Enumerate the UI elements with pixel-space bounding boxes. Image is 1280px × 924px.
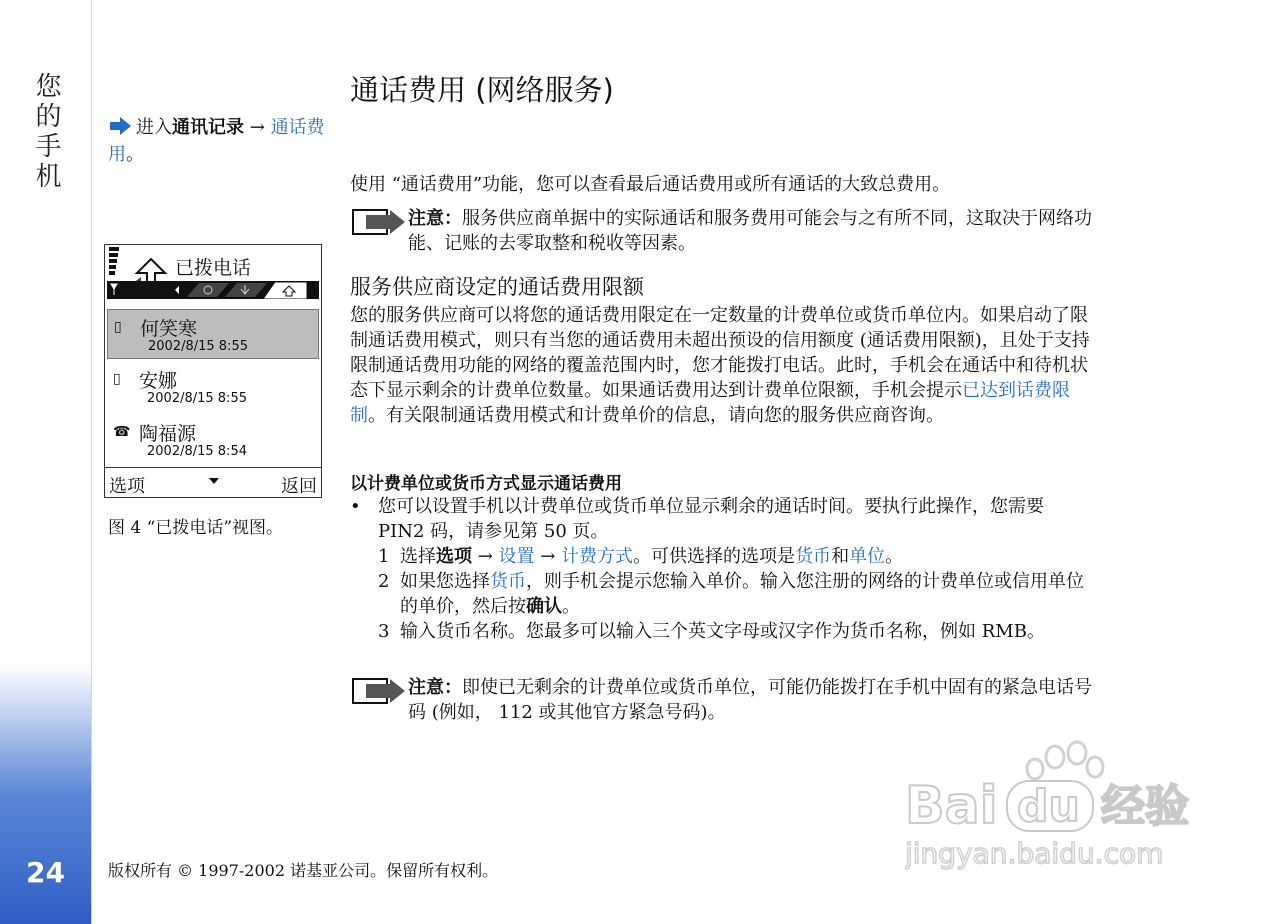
step-2 — [378, 569, 1098, 619]
phone-screen — [104, 244, 322, 498]
link-credit-limit-reached[interactable]: 已达到话费限制 — [350, 380, 1070, 426]
note-1-label: 注意： — [408, 208, 462, 229]
entry-name: 安娜 — [139, 370, 178, 392]
bullet-dot: • — [350, 496, 361, 517]
tab-icons — [107, 281, 319, 299]
navigation-hint — [108, 114, 328, 168]
note-icon — [352, 207, 406, 237]
phone-tab-bar[interactable] — [107, 281, 319, 299]
menu-confirm: 确认 — [526, 596, 562, 617]
scroll-down-indicator-icon — [209, 478, 219, 484]
step-text: 。 — [885, 546, 904, 567]
softkey-options[interactable]: 选项 — [109, 476, 145, 497]
section-text-after: 。有关限制通话费用模式和计费单价的信息，请向您的服务供应商咨询。 — [368, 405, 944, 426]
link-units[interactable]: 单位 — [849, 546, 886, 567]
section-heading: 服务供应商设定的通话费用限额 — [350, 275, 644, 299]
vertical-chapter-title: 您的手机 — [31, 72, 61, 192]
softkey-bar — [105, 467, 321, 498]
note-icon — [352, 676, 406, 706]
intro-paragraph: 使用 “通话费用”功能，您可以查看最后通话费用或所有通话的大致总费用。 — [350, 174, 951, 195]
figure-caption: 图 4 “已拨电话”视图。 — [108, 518, 284, 538]
arrow-text: → — [534, 546, 562, 567]
svg-text:jingyan.baidu.com: jingyan.baidu.com — [905, 837, 1164, 870]
note-1 — [352, 206, 1097, 256]
svg-text:Bai: Bai — [905, 776, 998, 836]
note-2-text: 即使已无剩余的计费单位或货币单位，可能仍能拨打在手机中固有的紧急电话号码 (例如， 112 或其他官方紧急号码)。 — [408, 677, 1092, 723]
step-1 — [378, 544, 1098, 569]
svg-text:du: du — [1017, 781, 1080, 832]
steps-list — [378, 544, 1098, 644]
bullet-text: 您可以设置手机以计费单位或货币单位显示剩余的通话时间。要执行此操作，您需要 PIN2 码，请参见第 50 页。 — [378, 496, 1044, 542]
step-text: 。 — [562, 596, 580, 617]
page-number: 24 — [26, 856, 65, 889]
dialed-call-entry[interactable] — [107, 415, 319, 465]
entry-datetime: 2002/8/15 8:55 — [148, 339, 248, 354]
entry-name: 何笑寒 — [140, 318, 198, 340]
telephone-icon: ☎ — [113, 424, 131, 440]
step-text: 如果您选择 — [400, 571, 490, 592]
menu-options: 选项 — [436, 546, 472, 567]
section-paragraph — [350, 303, 1095, 428]
softkey-back[interactable]: 返回 — [281, 476, 317, 497]
step-number: 3 — [378, 621, 390, 642]
phone-screen-title: 已拨电话 — [175, 257, 252, 279]
page-title: 通话费用 (网络服务) — [350, 73, 614, 107]
hint-prefix: 进入 — [136, 117, 172, 138]
step-text: ，则手机会提示您输入单价。输入您注册的网络的计费单位或信用单位的单价，然后按 — [400, 571, 1084, 617]
entry-datetime: 2002/8/15 8:55 — [147, 391, 247, 406]
svg-text:经验: 经验 — [1101, 781, 1189, 832]
arrow-right-icon — [108, 116, 132, 136]
copyright-footer: 版权所有 © 1997-2002 诺基亚公司。保留所有权利。 — [108, 861, 499, 880]
hint-menu: 通讯记录 — [172, 117, 244, 138]
note-2-label: 注意： — [408, 677, 462, 698]
step-text: 输入货币名称。您最多可以输入三个英文字母或汉字作为货币名称，例如 RMB。 — [400, 621, 1045, 642]
dialed-call-entry[interactable] — [107, 309, 319, 359]
arrow-text: → — [472, 546, 499, 567]
step-number: 1 — [378, 546, 390, 567]
link-currency[interactable]: 货币 — [490, 571, 526, 592]
step-text: 和 — [831, 546, 850, 567]
baidu-jingyan-watermark-logo — [905, 735, 1205, 875]
link-currency[interactable]: 货币 — [795, 546, 832, 567]
dialed-call-entry[interactable] — [107, 362, 319, 412]
bullet-item — [350, 494, 1095, 544]
step-text: 。可供选择的选项是 — [633, 546, 796, 567]
step-text: 选择 — [400, 546, 436, 567]
mobile-icon: ▯ — [114, 319, 122, 335]
entry-name: 陶福源 — [139, 423, 197, 445]
link-billing-mode[interactable]: 计费方式 — [561, 546, 634, 567]
note-2 — [352, 675, 1097, 725]
subheading: 以计费单位或货币方式显示通话费用 — [350, 474, 622, 494]
hint-suffix: 。 — [126, 144, 144, 165]
hint-arrow: → — [249, 117, 265, 138]
section-text-before: 您的服务供应商可以将您的通话费用限定在一定数量的计费单位或货币单位内。如果启动了限制通话费用模式，则只有当您的通话费用未超出预设的信用额度 (通话费用限额)，且处于支持限制通话费用功能的网络的覆盖范围内时，您才能拨打电话。此时，手机会在通话中和待机状态下显示剩余的计费单位数量。如果通话费用达到计费单位限额，手机会提示 — [350, 305, 1090, 401]
hint-link-call-cost[interactable]: 通话费用 — [108, 117, 325, 165]
link-settings[interactable]: 设置 — [498, 546, 535, 567]
step-3 — [378, 619, 1098, 644]
step-number: 2 — [378, 571, 390, 592]
entry-datetime: 2002/8/15 8:54 — [147, 444, 247, 459]
sidebar-divider — [91, 0, 92, 924]
note-1-text: 服务供应商单据中的实际通话和服务费用可能会与之有所不同，这取决于网络功能、记账的去零取整和税收等因素。 — [408, 208, 1092, 254]
mobile-icon: ▯ — [113, 371, 121, 387]
